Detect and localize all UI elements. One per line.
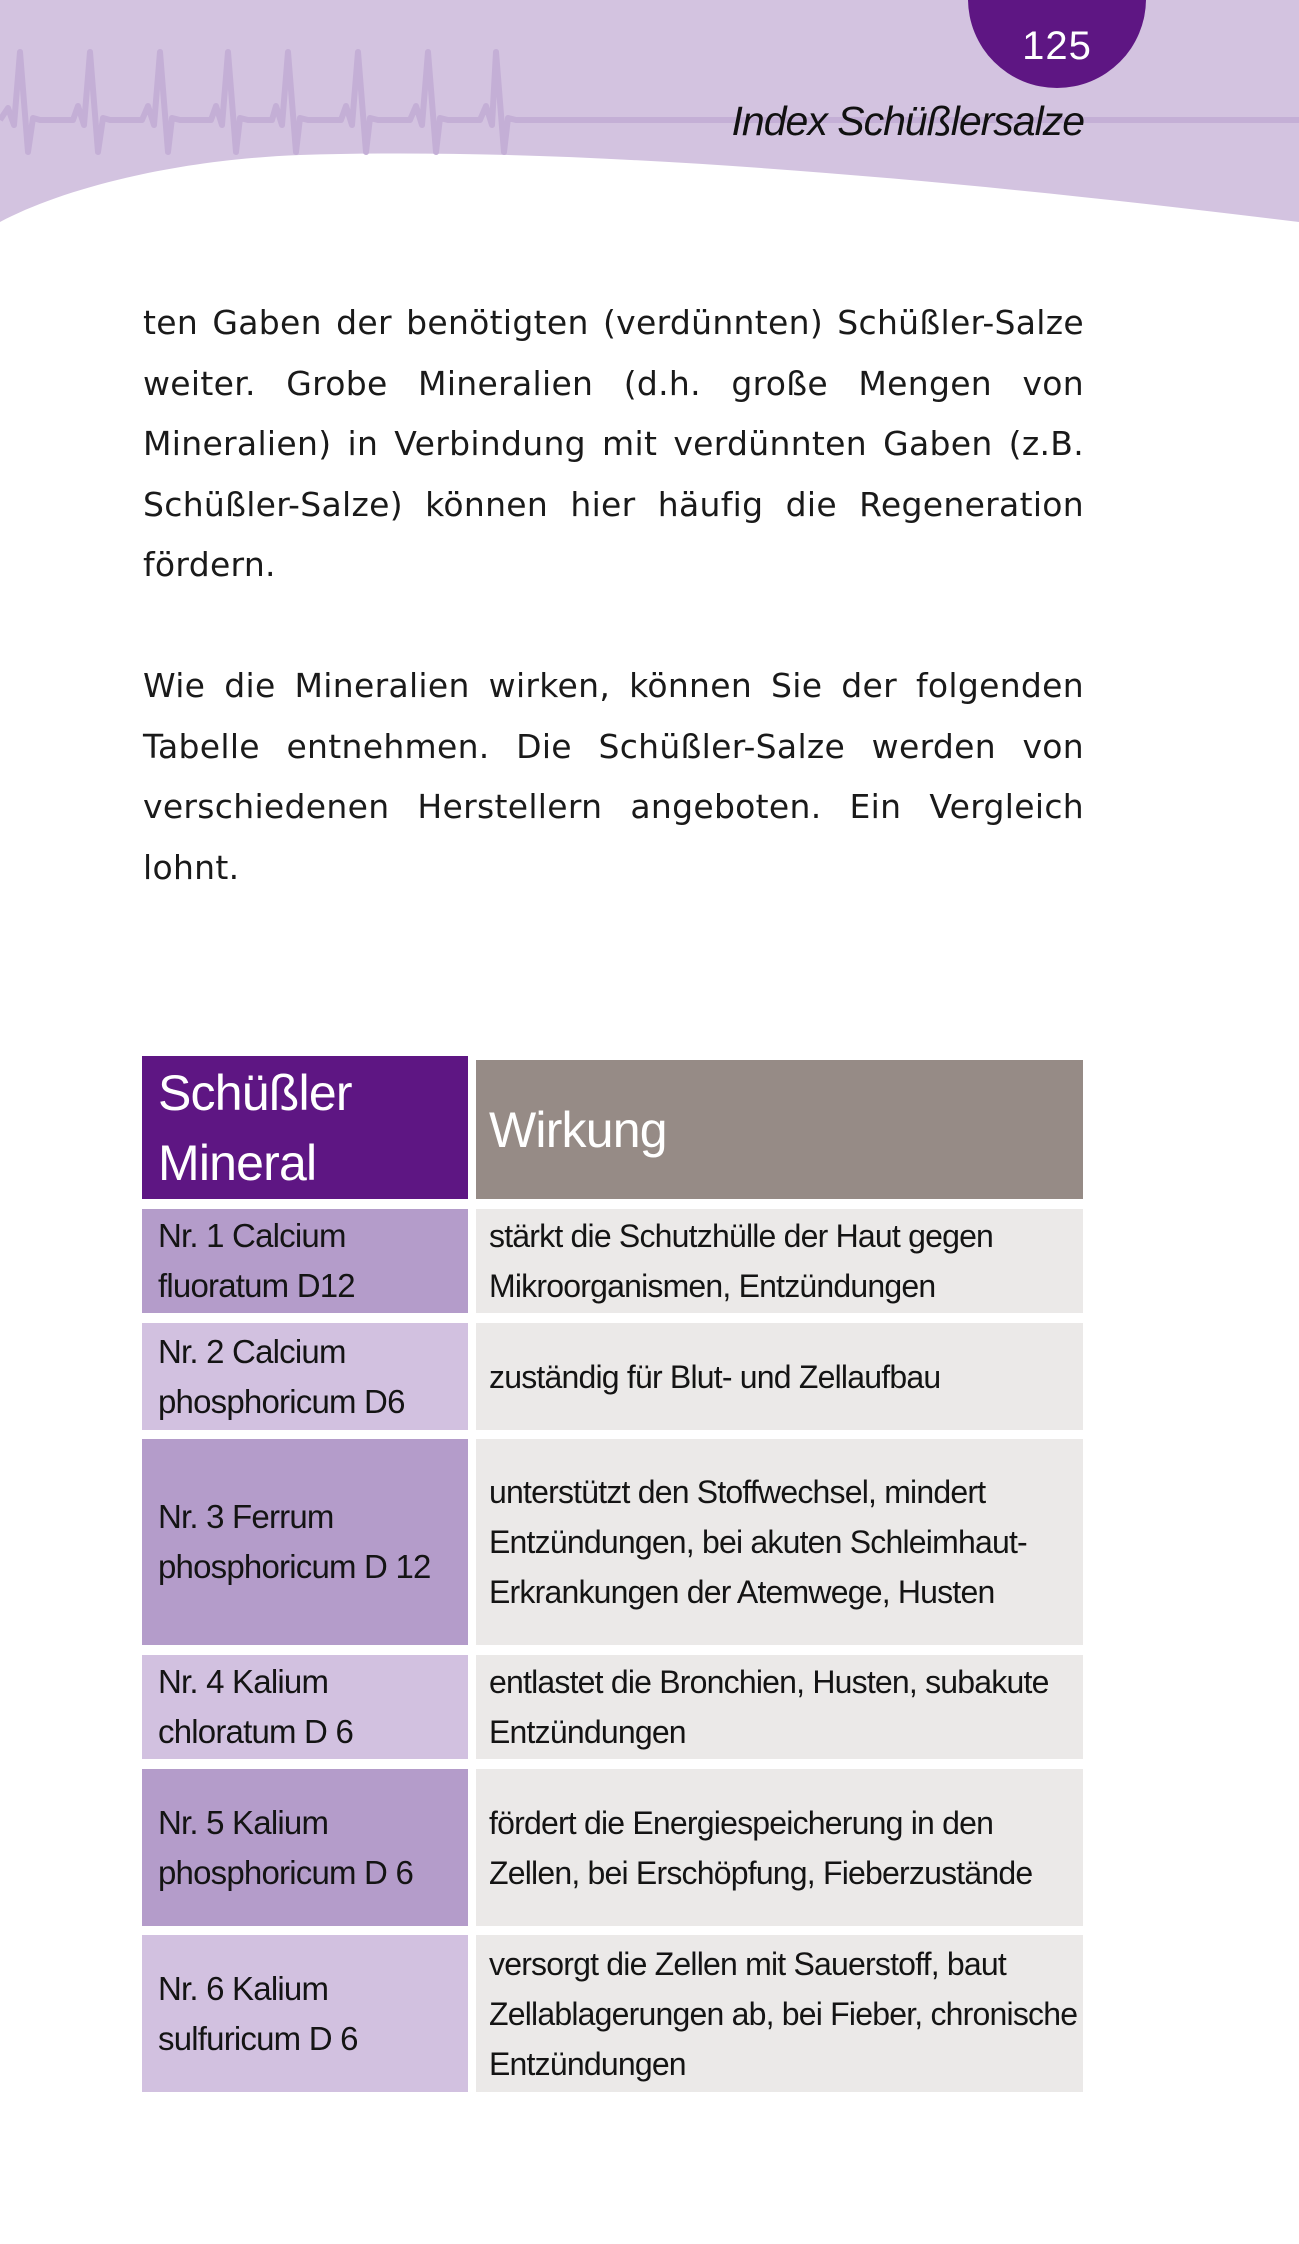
table-cell-mineral: Nr. 6 Kalium sulfuricum D 6 — [142, 1935, 468, 2092]
table-cell-effect: zuständig für Blut- und Zellaufbau — [476, 1323, 1083, 1430]
running-title: Index Schüßlersalze — [731, 98, 1084, 144]
body-paragraph: ten Gaben der benötigten (verdünnten) Schüßler-Salze weiter. Grobe Mineralien (d.h. große Mengen von Mineralien) in Verbindung mit verdünnten Gaben (z.B. Schüßler-Salze) können hier häufig die Regeneration fördern. — [143, 303, 1084, 584]
table-cell-mineral: Nr. 5 Kalium phosphoricum D 6 — [142, 1769, 468, 1926]
table-cell-effect: stärkt die Schutzhülle der Haut gegen Mikroorganismen, Entzündungen — [476, 1209, 1083, 1313]
page-header — [0, 0, 1299, 240]
table-cell-mineral: Nr. 1 Calcium fluoratum D12 — [142, 1209, 468, 1313]
table-header-effect: Wirkung — [476, 1060, 1083, 1199]
table-cell-effect: versorgt die Zellen mit Sauerstoff, baut Zellablagerungen ab, bei Fieber, chronische Entzündungen — [476, 1935, 1083, 2092]
body-paragraph: Wie die Mineralien wirken, können Sie der folgenden Tabelle entnehmen. Die Schüßler-Salze werden von verschiedenen Herstellern angeboten. Ein Vergleich lohnt. — [143, 666, 1084, 887]
table-cell-mineral: Nr. 4 Kalium chloratum D 6 — [142, 1655, 468, 1759]
table-header-mineral: Schüßler Mineral — [142, 1056, 468, 1199]
table-cell-effect: fördert die Energiespeicherung in den Zellen, bei Erschöpfung, Fieberzustände — [476, 1769, 1083, 1926]
page-number: 125 — [1022, 24, 1092, 68]
table-cell-effect: unterstützt den Stoffwechsel, mindert Entzündungen, bei akuten Schleimhaut-Erkrankungen der Atemwege, Husten — [476, 1439, 1083, 1645]
table-cell-mineral: Nr. 2 Calcium phosphoricum D6 — [142, 1323, 468, 1430]
table-cell-mineral: Nr. 3 Ferrum phosphoricum D 12 — [142, 1439, 468, 1645]
table-cell-effect: entlastet die Bronchien, Husten, subakute Entzündungen — [476, 1655, 1083, 1759]
